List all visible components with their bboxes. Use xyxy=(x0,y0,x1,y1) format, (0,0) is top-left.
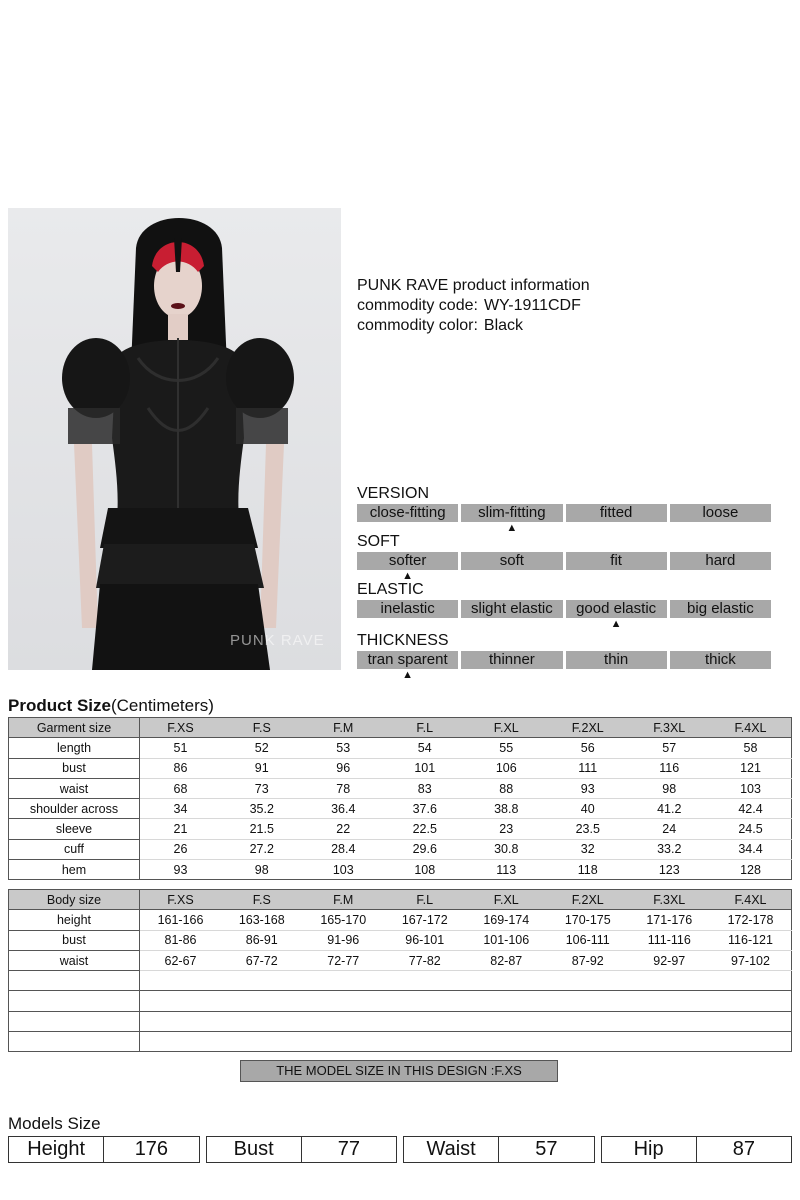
table-cell: 123 xyxy=(629,860,711,880)
table-cell: 40 xyxy=(547,799,629,819)
row-label: bust xyxy=(9,930,140,950)
table-row xyxy=(9,819,792,839)
model-measure-value: 176 xyxy=(103,1137,198,1162)
model-measure-2 xyxy=(403,1136,595,1163)
column-header: F.S xyxy=(221,890,303,910)
product-size-heading: Product Size xyxy=(8,696,111,715)
model-measure-value: 77 xyxy=(301,1137,396,1162)
column-header: F.3XL xyxy=(629,890,711,910)
table-cell: 87-92 xyxy=(547,950,629,970)
table-cell: 169-174 xyxy=(466,910,548,930)
column-header: F.2XL xyxy=(547,890,629,910)
table-cell: 62-67 xyxy=(140,950,222,970)
table-row xyxy=(9,839,792,859)
scale-option: thinner xyxy=(461,651,562,669)
table-cell: 171-176 xyxy=(629,910,711,930)
table-cell: 41.2 xyxy=(629,799,711,819)
empty-cell xyxy=(140,1011,792,1031)
column-header: F.XS xyxy=(140,890,222,910)
table-row xyxy=(9,778,792,798)
commodity-color-row xyxy=(357,316,590,336)
column-header: F.L xyxy=(384,718,466,738)
table-cell: 111-116 xyxy=(629,930,711,950)
table-cell: 91 xyxy=(221,758,303,778)
empty-label-cell xyxy=(9,1032,140,1052)
empty-cell xyxy=(140,991,792,1011)
column-header: F.S xyxy=(221,718,303,738)
model-measure-label: Waist xyxy=(426,1138,476,1160)
table-cell: 96-101 xyxy=(384,930,466,950)
table-row xyxy=(9,738,792,758)
empty-label-cell xyxy=(9,1011,140,1031)
garment-size-table xyxy=(8,717,792,880)
scale-option: slim-fitting xyxy=(461,504,562,522)
commodity-color-value: Black xyxy=(483,317,524,334)
table-cell: 103 xyxy=(303,860,385,880)
empty-row xyxy=(9,991,792,1011)
table-row xyxy=(9,950,792,970)
table-cell: 23 xyxy=(466,819,548,839)
table-cell: 96 xyxy=(303,758,385,778)
row-label: waist xyxy=(9,950,140,970)
table-cell: 98 xyxy=(221,860,303,880)
model-measure-0 xyxy=(8,1136,200,1163)
scale-option: thick xyxy=(670,651,771,669)
model-measure-1 xyxy=(206,1136,398,1163)
table-cell: 161-166 xyxy=(140,910,222,930)
table-cell: 163-168 xyxy=(221,910,303,930)
empty-label-cell xyxy=(9,991,140,1011)
scale-option: thin xyxy=(566,651,667,669)
table-cell: 51 xyxy=(140,738,222,758)
table-header-row xyxy=(9,718,792,738)
table-cell: 21 xyxy=(140,819,222,839)
scale-thickness xyxy=(357,632,771,681)
table-cell: 106 xyxy=(466,758,548,778)
models-size-row xyxy=(8,1136,792,1163)
commodity-code-label: commodity code: xyxy=(357,297,478,314)
table-row xyxy=(9,860,792,880)
table-cell: 101 xyxy=(384,758,466,778)
table-cell: 172-178 xyxy=(710,910,792,930)
table-cell: 103 xyxy=(710,778,792,798)
table-cell: 165-170 xyxy=(303,910,385,930)
column-header: F.M xyxy=(303,890,385,910)
table-cell: 72-77 xyxy=(303,950,385,970)
scale-elastic xyxy=(357,581,771,630)
table-cell: 32 xyxy=(547,839,629,859)
scale-option: softer xyxy=(357,552,458,570)
row-label: length xyxy=(9,738,140,758)
scale-title: ELASTIC xyxy=(357,581,424,598)
table-cell: 93 xyxy=(547,778,629,798)
table-cell: 53 xyxy=(303,738,385,758)
table-cell: 54 xyxy=(384,738,466,758)
row-label: hem xyxy=(9,860,140,880)
table-cell: 116 xyxy=(629,758,711,778)
model-size-note: THE MODEL SIZE IN THIS DESIGN :F.XS xyxy=(240,1060,558,1082)
table-cell: 34 xyxy=(140,799,222,819)
column-header: F.XL xyxy=(466,718,548,738)
commodity-code-row xyxy=(357,296,590,316)
column-header: F.XL xyxy=(466,890,548,910)
table-cell: 91-96 xyxy=(303,930,385,950)
table-cell: 118 xyxy=(547,860,629,880)
scale-option: fit xyxy=(566,552,667,570)
scale-title: SOFT xyxy=(357,533,400,550)
table-cell: 86-91 xyxy=(221,930,303,950)
product-info xyxy=(357,276,590,336)
table-cell: 55 xyxy=(466,738,548,758)
table-cell: 98 xyxy=(629,778,711,798)
table-cell: 23.5 xyxy=(547,819,629,839)
model-measure-3 xyxy=(601,1136,793,1163)
scale-option: tran sparent xyxy=(357,651,458,669)
table-cell: 38.8 xyxy=(466,799,548,819)
row-label: height xyxy=(9,910,140,930)
table-cell: 108 xyxy=(384,860,466,880)
table-cell: 111 xyxy=(547,758,629,778)
table-cell: 116-121 xyxy=(710,930,792,950)
table-cell: 73 xyxy=(221,778,303,798)
product-photo xyxy=(8,208,341,670)
table-cell: 167-172 xyxy=(384,910,466,930)
table-cell: 86 xyxy=(140,758,222,778)
table-cell: 33.2 xyxy=(629,839,711,859)
product-size-title xyxy=(8,696,214,716)
column-header: F.XS xyxy=(140,718,222,738)
table-cell: 56 xyxy=(547,738,629,758)
table-cell: 77-82 xyxy=(384,950,466,970)
scale-title: VERSION xyxy=(357,485,430,502)
product-size-unit: (Centimeters) xyxy=(110,696,214,715)
scale-option: close-fitting xyxy=(357,504,458,522)
table-cell: 52 xyxy=(221,738,303,758)
scale-option: soft xyxy=(461,552,562,570)
model-measure-label: Bust xyxy=(233,1138,274,1160)
model-measure-value: 87 xyxy=(696,1137,791,1162)
table-cell: 26 xyxy=(140,839,222,859)
table-cell: 42.4 xyxy=(710,799,792,819)
model-figure-illustration xyxy=(8,208,341,670)
commodity-color-label: commodity color: xyxy=(357,317,478,334)
scale-option: good elastic xyxy=(566,600,667,618)
models-size-title: Models Size xyxy=(8,1114,101,1133)
table-cell: 34.4 xyxy=(710,839,792,859)
model-measure-label: Hip xyxy=(633,1138,664,1160)
column-header: F.4XL xyxy=(710,890,792,910)
row-label: waist xyxy=(9,778,140,798)
table-cell: 106-111 xyxy=(547,930,629,950)
scale-option: slight elastic xyxy=(461,600,562,618)
empty-cell xyxy=(140,1032,792,1052)
table-cell: 36.4 xyxy=(303,799,385,819)
table-cell: 93 xyxy=(140,860,222,880)
table-cell: 58 xyxy=(710,738,792,758)
table-cell: 170-175 xyxy=(547,910,629,930)
table-cell: 82-87 xyxy=(466,950,548,970)
empty-row xyxy=(9,1032,792,1052)
column-header: F.3XL xyxy=(629,718,711,738)
table-cell: 35.2 xyxy=(221,799,303,819)
empty-cell xyxy=(140,971,792,991)
selected-marker-icon: ▲ xyxy=(506,522,518,534)
column-header: F.L xyxy=(384,890,466,910)
table-header-row xyxy=(9,890,792,910)
table-cell: 22 xyxy=(303,819,385,839)
table-cell: 101-106 xyxy=(466,930,548,950)
table-cell: 24 xyxy=(629,819,711,839)
commodity-code-value: WY-1911CDF xyxy=(483,297,581,314)
scale-soft xyxy=(357,533,771,582)
scale-option: big elastic xyxy=(670,600,771,618)
table-cell: 113 xyxy=(466,860,548,880)
table-cell: 88 xyxy=(466,778,548,798)
table-cell: 22.5 xyxy=(384,819,466,839)
row-label: shoulder across xyxy=(9,799,140,819)
table-cell: 21.5 xyxy=(221,819,303,839)
table-cell: 30.8 xyxy=(466,839,548,859)
table-row xyxy=(9,930,792,950)
selected-marker-icon: ▲ xyxy=(402,669,414,681)
column-header: F.M xyxy=(303,718,385,738)
scale-option: loose xyxy=(670,504,771,522)
table-cell: 78 xyxy=(303,778,385,798)
info-heading: PUNK RAVE product information xyxy=(357,277,590,294)
table-cell: 83 xyxy=(384,778,466,798)
brand-watermark: PUNK RAVE xyxy=(230,632,325,649)
row-label: sleeve xyxy=(9,819,140,839)
model-measure-label: Height xyxy=(27,1138,86,1160)
table-cell: 29.6 xyxy=(384,839,466,859)
empty-row xyxy=(9,971,792,991)
column-header: F.2XL xyxy=(547,718,629,738)
table-cell: 37.6 xyxy=(384,799,466,819)
empty-row xyxy=(9,1011,792,1031)
selected-marker-icon: ▲ xyxy=(402,570,414,582)
row-label: bust xyxy=(9,758,140,778)
model-measure-value: 57 xyxy=(498,1137,593,1162)
table-cell: 128 xyxy=(710,860,792,880)
table-cell: 67-72 xyxy=(221,950,303,970)
table-cell: 81-86 xyxy=(140,930,222,950)
scale-option: fitted xyxy=(566,504,667,522)
column-header: F.4XL xyxy=(710,718,792,738)
row-label: cuff xyxy=(9,839,140,859)
table-cell: 24.5 xyxy=(710,819,792,839)
table-cell: 121 xyxy=(710,758,792,778)
table-row xyxy=(9,799,792,819)
table-row xyxy=(9,758,792,778)
table-cell: 97-102 xyxy=(710,950,792,970)
table-header-label: Body size xyxy=(9,890,140,910)
table-cell: 27.2 xyxy=(221,839,303,859)
empty-label-cell xyxy=(9,971,140,991)
scale-title: THICKNESS xyxy=(357,632,449,649)
table-cell: 68 xyxy=(140,778,222,798)
table-cell: 92-97 xyxy=(629,950,711,970)
scale-version xyxy=(357,485,771,534)
table-row xyxy=(9,910,792,930)
selected-marker-icon: ▲ xyxy=(610,618,622,630)
table-cell: 57 xyxy=(629,738,711,758)
scale-option: hard xyxy=(670,552,771,570)
table-header-label: Garment size xyxy=(9,718,140,738)
table-cell: 28.4 xyxy=(303,839,385,859)
scale-option: inelastic xyxy=(357,600,458,618)
body-size-table xyxy=(8,889,792,1052)
